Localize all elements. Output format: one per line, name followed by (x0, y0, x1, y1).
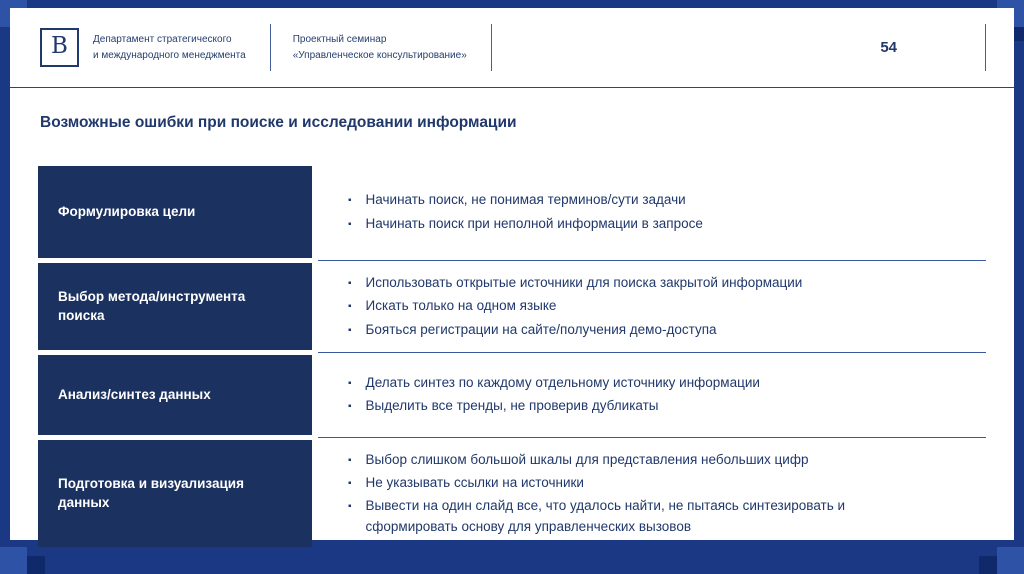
list-item (348, 273, 802, 293)
bullet-list (348, 450, 924, 537)
square-bullet-icon: ▪ (348, 324, 352, 336)
bullet-text: Начинать поиск, не понимая терминов/сути задачи (365, 192, 686, 208)
slide-header (10, 8, 1014, 88)
square-bullet-icon: ▪ (348, 454, 352, 466)
decor-square (0, 547, 27, 574)
table-row (38, 166, 986, 258)
square-bullet-icon: ▪ (348, 401, 352, 413)
list-item (348, 190, 703, 210)
square-bullet-icon: ▪ (348, 301, 352, 313)
row-label: Подготовка и визуализация данных (38, 440, 312, 547)
row-label: Выбор метода/инструмента поиска (38, 263, 312, 350)
row-content (318, 263, 986, 350)
department-line1: Департамент стратегического (93, 33, 232, 45)
list-item (348, 450, 924, 470)
row-label: Формулировка цели (38, 166, 312, 258)
bullet-list (348, 273, 802, 340)
table-row (38, 355, 986, 435)
decor-square (979, 556, 997, 574)
bullet-list (348, 190, 703, 234)
bullet-text: Искать только на одном языке (365, 298, 557, 314)
bullet-text: Бояться регистрации на сайте/получения демо-доступа (365, 321, 717, 337)
square-bullet-icon: ▪ (348, 278, 352, 289)
header-divider (491, 24, 492, 71)
square-bullet-icon: ▪ (348, 478, 352, 489)
table-row (38, 263, 986, 350)
list-item (348, 396, 760, 416)
list-item (348, 473, 924, 493)
seminar-line1: Проектный семинар (292, 33, 387, 45)
list-item (348, 296, 802, 316)
bullet-text: Начинать поиск при неполной информации в запросе (365, 215, 703, 231)
list-item (348, 373, 760, 393)
decor-square (27, 556, 45, 574)
bullet-text: Вывести на один слайд все, что удалось найти, не пытаясь синтезировать и сформировать основу для управленческих вызовов (365, 498, 846, 534)
row-content (318, 440, 986, 547)
bullet-text: Делать синтез по каждому отдельному источнику информации (365, 375, 760, 390)
header-divider (270, 24, 271, 71)
decor-square (997, 547, 1024, 574)
header-divider (985, 24, 986, 71)
table-row (38, 440, 986, 547)
seminar-line2: «Управленческое консультирование» (292, 49, 467, 61)
department-line2: и международного менеджмента (93, 49, 246, 61)
row-content (318, 355, 986, 435)
bullet-list (348, 373, 760, 417)
slide (10, 8, 1014, 540)
seminar-name (293, 32, 467, 64)
bullet-text: Использовать открытые источники для поиска закрытой информации (365, 275, 803, 290)
row-content (318, 166, 986, 258)
errors-table (38, 166, 986, 547)
list-item (348, 320, 802, 340)
square-bullet-icon: ▪ (348, 218, 352, 230)
list-item (348, 214, 703, 234)
bullet-text: Выделить все тренды, не проверив дубликаты (365, 398, 659, 414)
bullet-text: Выбор слишком большой шкалы для представления небольших цифр (365, 451, 809, 467)
square-bullet-icon: ▪ (348, 378, 352, 389)
page-number: 54 (880, 39, 897, 56)
slide-title: Возможные ошибки при поиске и исследовании информации (40, 114, 517, 131)
square-bullet-icon: ▪ (348, 195, 352, 207)
hse-logo-icon (40, 28, 79, 67)
list-item (348, 496, 924, 537)
square-bullet-icon: ▪ (348, 501, 352, 513)
row-label: Анализ/синтез данных (38, 355, 312, 435)
bullet-text: Не указывать ссылки на источники (365, 475, 584, 490)
department-name (93, 32, 246, 64)
hse-logo-glyph: В (51, 33, 68, 59)
